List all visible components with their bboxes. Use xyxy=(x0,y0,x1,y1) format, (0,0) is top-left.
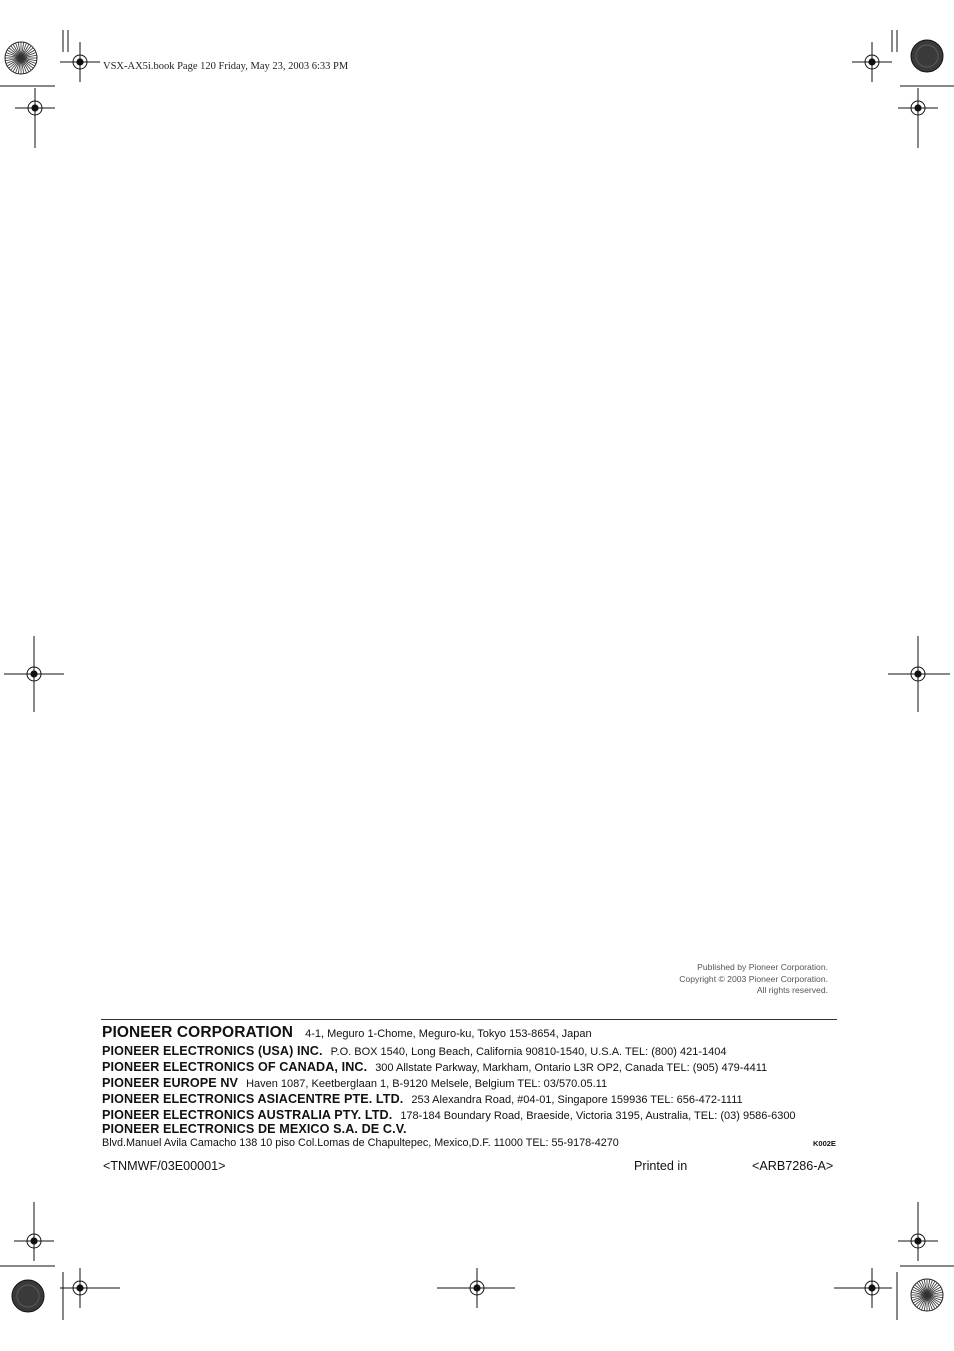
code-mark: K002E xyxy=(813,1139,836,1148)
mexico-address: Blvd.Manuel Avila Camacho 138 10 piso Col.Lomas de Chapultepec, Mexico,D.F. 11000 TEL: 55-9178-4270 xyxy=(102,1137,619,1149)
publisher-line: Published by Pioneer Corporation. xyxy=(697,962,828,972)
publisher-notice xyxy=(528,962,828,997)
company-name: PIONEER ELECTRONICS AUSTRALIA PTY. LTD. xyxy=(102,1108,393,1122)
company-pioneer-corporation xyxy=(102,1024,592,1042)
company-name: PIONEER ELECTRONICS ASIACENTRE PTE. LTD. xyxy=(102,1092,404,1106)
company-address: 253 Alexandra Road, #04-01, Singapore 159936 TEL: 656-472-1111 xyxy=(411,1094,743,1106)
copyright-line: Copyright © 2003 Pioneer Corporation. xyxy=(679,973,828,984)
file-info-header: VSX-AX5i.book Page 120 Friday, May 23, 2003 6:33 PM xyxy=(103,61,349,72)
company-address: Haven 1087, Keetberglaan 1, B-9120 Melsele, Belgium TEL: 03/570.05.11 xyxy=(246,1078,608,1090)
company-mexico xyxy=(102,1122,415,1136)
company-name: PIONEER ELECTRONICS OF CANADA, INC. xyxy=(102,1060,368,1074)
printed-in-label: Printed in xyxy=(634,1159,688,1173)
document-code-left: <TNMWF/03E00001> xyxy=(103,1159,226,1173)
company-name: PIONEER CORPORATION xyxy=(102,1024,294,1041)
company-address: 178-184 Boundary Road, Braeside, Victoria 3195, Australia, TEL: (03) 9586-6300 xyxy=(400,1110,796,1122)
company-europe xyxy=(102,1076,607,1090)
rights-line: All rights reserved. xyxy=(756,985,828,995)
starburst-target-icon xyxy=(911,1279,943,1311)
company-address: P.O. BOX 1540, Long Beach, California 90810-1540, U.S.A. TEL: (800) 421-1404 xyxy=(330,1046,727,1058)
company-name: PIONEER ELECTRONICS DE MEXICO S.A. DE C.V. xyxy=(102,1122,407,1136)
divider-rule xyxy=(101,1019,837,1020)
document-code-right: <ARB7286-A> xyxy=(752,1159,834,1173)
company-address: 4-1, Meguro 1-Chome, Meguro-ku, Tokyo 153-8654, Japan xyxy=(305,1028,592,1040)
company-usa xyxy=(102,1044,726,1058)
company-asiacentre xyxy=(102,1092,743,1106)
company-address: 300 Allstate Parkway, Markham, Ontario L3R OP2, Canada TEL: (905) 479-4411 xyxy=(375,1062,768,1074)
starburst-target-icon xyxy=(5,42,37,74)
company-name: PIONEER ELECTRONICS (USA) INC. xyxy=(102,1044,323,1058)
company-canada xyxy=(102,1060,767,1074)
company-australia xyxy=(102,1108,796,1122)
company-name: PIONEER EUROPE NV xyxy=(102,1076,239,1090)
